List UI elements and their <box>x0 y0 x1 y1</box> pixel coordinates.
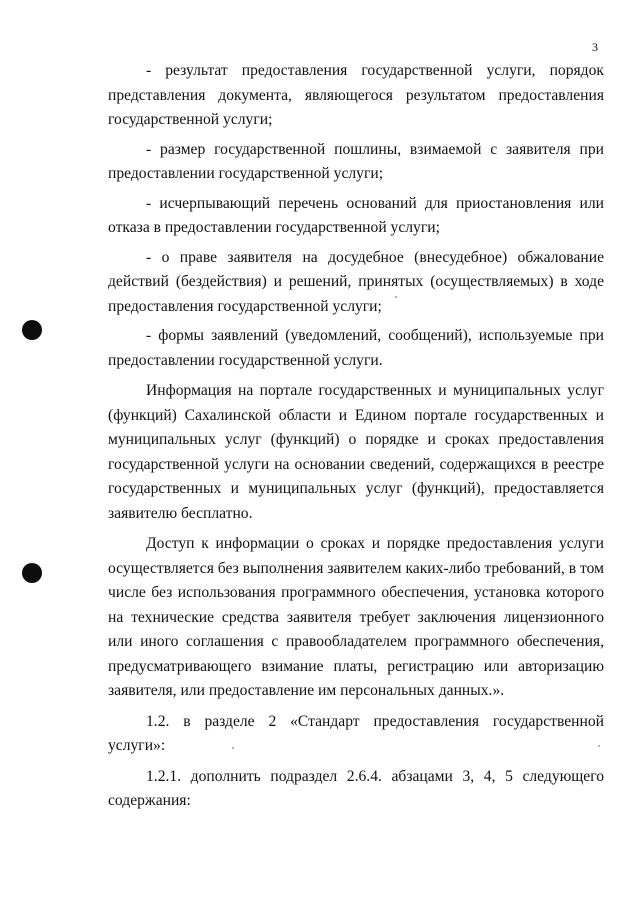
list-item-refusal-grounds: - исчерпывающий перечень оснований для приостановления или отказа в предоставлении государственной услуги; <box>108 194 604 236</box>
document-body <box>108 59 604 814</box>
paragraph-information-access: Доступ к информации о сроках и порядке предоставления услуги осуществляется без выполнения заявителем каких-либо требований, в том числе без использования программного обеспечения, установка которого на технические средства заявителя требует заключения лицензионного или иного соглашения с правообладателем программного обеспечения, предусматривающего взимание платы, регистрацию или авторизацию заявителя, или предоставление им персональных данных.». <box>108 535 604 699</box>
list-item-application-forms: - формы заявлений (уведомлений, сообщений), используемые при предоставлении государственной услуги. <box>108 327 604 369</box>
list-item-appeal-right: - о праве заявителя на досудебное (внесудебное) обжалование действий (бездействия) и решений, принятых (осуществляемых) в ходе предоставления государственной услуги; <box>108 248 604 315</box>
paragraph-section-1-2-1: 1.2.1. дополнить подраздел 2.6.4. абзацами 3, 4, 5 следующего содержания: <box>108 767 604 809</box>
page-number: 3 <box>592 40 598 54</box>
punch-hole-top <box>22 320 42 340</box>
paragraph-section-1-2: 1.2. в разделе 2 «Стандарт предоставления государственной услуги»: <box>108 712 604 754</box>
list-item-state-duty: - размер государственной пошлины, взимаемой с заявителя при предоставлении государственной услуги; <box>108 140 604 182</box>
list-item-service-result: - результат предоставления государственной услуги, порядок представления документа, являющегося результатом предоставления государственной услуги; <box>108 62 604 128</box>
paragraph-portal-information: Информация на портале государственных и муниципальных услуг (функций) Сахалинской области и Едином портале государственных и муниципальных услуг (функций) о порядке и сроках предоставления государственной услуги на основании сведений, содержащихся в реестре государственных и муниципальных услуг (функций), предоставляется заявителю бесплатно. <box>108 382 604 522</box>
punch-hole-bottom <box>22 563 42 583</box>
